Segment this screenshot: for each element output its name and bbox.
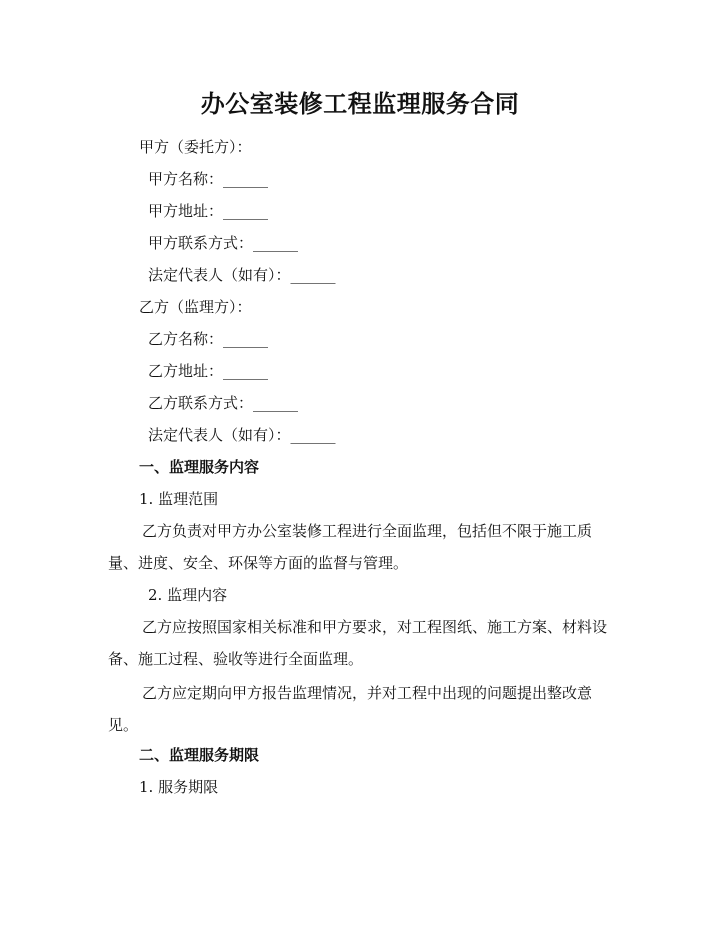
- party-b-header: 乙方（监理方）：: [139, 298, 252, 316]
- document-title: 办公室装修工程监理服务合同: [200, 89, 520, 118]
- section-1-sub2-paragraph-1: 乙方应按照国家相关标准和甲方要求，对工程图纸、施工方案、材料设备、施工过程、验收等进行全面监理。: [108, 618, 608, 668]
- party-a-address: 甲方地址：______: [148, 202, 269, 220]
- section-1-heading: 一、监理服务内容: [139, 458, 260, 476]
- party-a-name: 甲方名称：______: [148, 170, 269, 188]
- section-1-sub2-paragraph-2: 乙方应定期向甲方报告监理情况，并对工程中出现的问题提出整改意见。: [108, 684, 593, 734]
- party-a-header: 甲方（委托方）：: [139, 138, 252, 156]
- party-a-legal-rep: 法定代表人（如有）：______: [148, 266, 336, 284]
- section-2-sub1-title: 1. 服务期限: [139, 778, 219, 796]
- section-1-sub2-title: 2. 监理内容: [148, 586, 228, 604]
- party-b-name: 乙方名称：______: [148, 330, 269, 348]
- party-a-contact: 甲方联系方式：______: [148, 234, 299, 252]
- section-2-heading: 二、监理服务期限: [139, 746, 260, 764]
- party-b-address: 乙方地址：______: [148, 362, 269, 380]
- section-1-sub1-title: 1. 监理范围: [139, 490, 219, 508]
- section-1-sub1-paragraph: 乙方负责对甲方办公室装修工程进行全面监理，包括但不限于施工质量、进度、安全、环保等方面的监督与管理。: [108, 522, 593, 572]
- party-b-contact: 乙方联系方式：______: [148, 394, 299, 412]
- party-b-legal-rep: 法定代表人（如有）：______: [148, 426, 336, 444]
